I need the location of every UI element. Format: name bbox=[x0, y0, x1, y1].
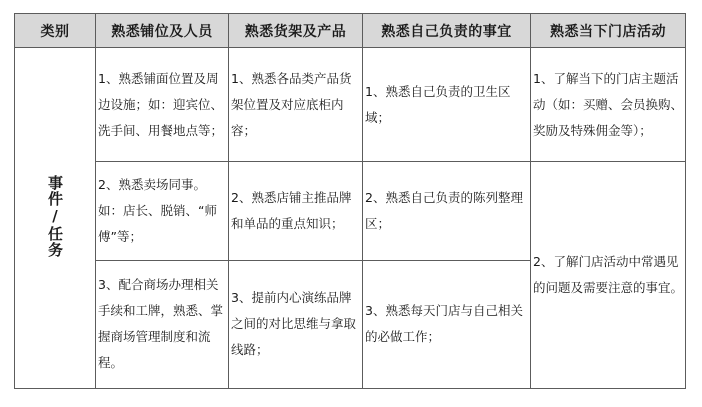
header-staff-and-location: 熟悉铺位及人员 bbox=[96, 14, 229, 48]
shelves-cell: 2、熟悉店铺主推品牌和单品的重点知识； bbox=[229, 162, 363, 260]
shelves-cell: 3、提前内心演练品牌之间的对比思维与拿取线路； bbox=[229, 260, 363, 388]
staff-cell: 2、熟悉卖场同事。如：店长、脱销、“师傅”等； bbox=[96, 162, 229, 260]
activities-cell: 1、了解当下的门店主题活动（如：买赠、会员换购、奖励及特殊佣金等）； bbox=[531, 48, 686, 162]
duties-cell: 2、熟悉自己负责的陈列整理区； bbox=[363, 162, 531, 260]
header-store-activities: 熟悉当下门店活动 bbox=[531, 14, 686, 48]
duties-cell: 3、熟悉每天门店与自己相关的必做工作； bbox=[363, 260, 531, 388]
table-header-row bbox=[15, 14, 686, 48]
category-label: 事件/任务 bbox=[46, 174, 64, 258]
header-category: 类别 bbox=[15, 14, 96, 48]
activities-cell: 2、了解门店活动中常遇见的问题及需要注意的事宜。 bbox=[531, 162, 686, 389]
staff-cell: 1、熟悉铺面位置及周边设施；如：迎宾位、洗手间、用餐地点等； bbox=[96, 48, 229, 162]
staff-cell: 3、配合商场办理相关手续和工牌，熟悉、掌握商场管理制度和流程。 bbox=[96, 260, 229, 388]
table-row bbox=[15, 162, 686, 260]
shelves-cell: 1、熟悉各品类产品货架位置及对应底柜内容； bbox=[229, 48, 363, 162]
onboarding-task-table bbox=[14, 13, 686, 389]
category-cell bbox=[15, 48, 96, 389]
header-shelves-and-products: 熟悉货架及产品 bbox=[229, 14, 363, 48]
table-row bbox=[15, 48, 686, 162]
header-own-duties: 熟悉自己负责的事宜 bbox=[363, 14, 531, 48]
duties-cell: 1、熟悉自己负责的卫生区域； bbox=[363, 48, 531, 162]
